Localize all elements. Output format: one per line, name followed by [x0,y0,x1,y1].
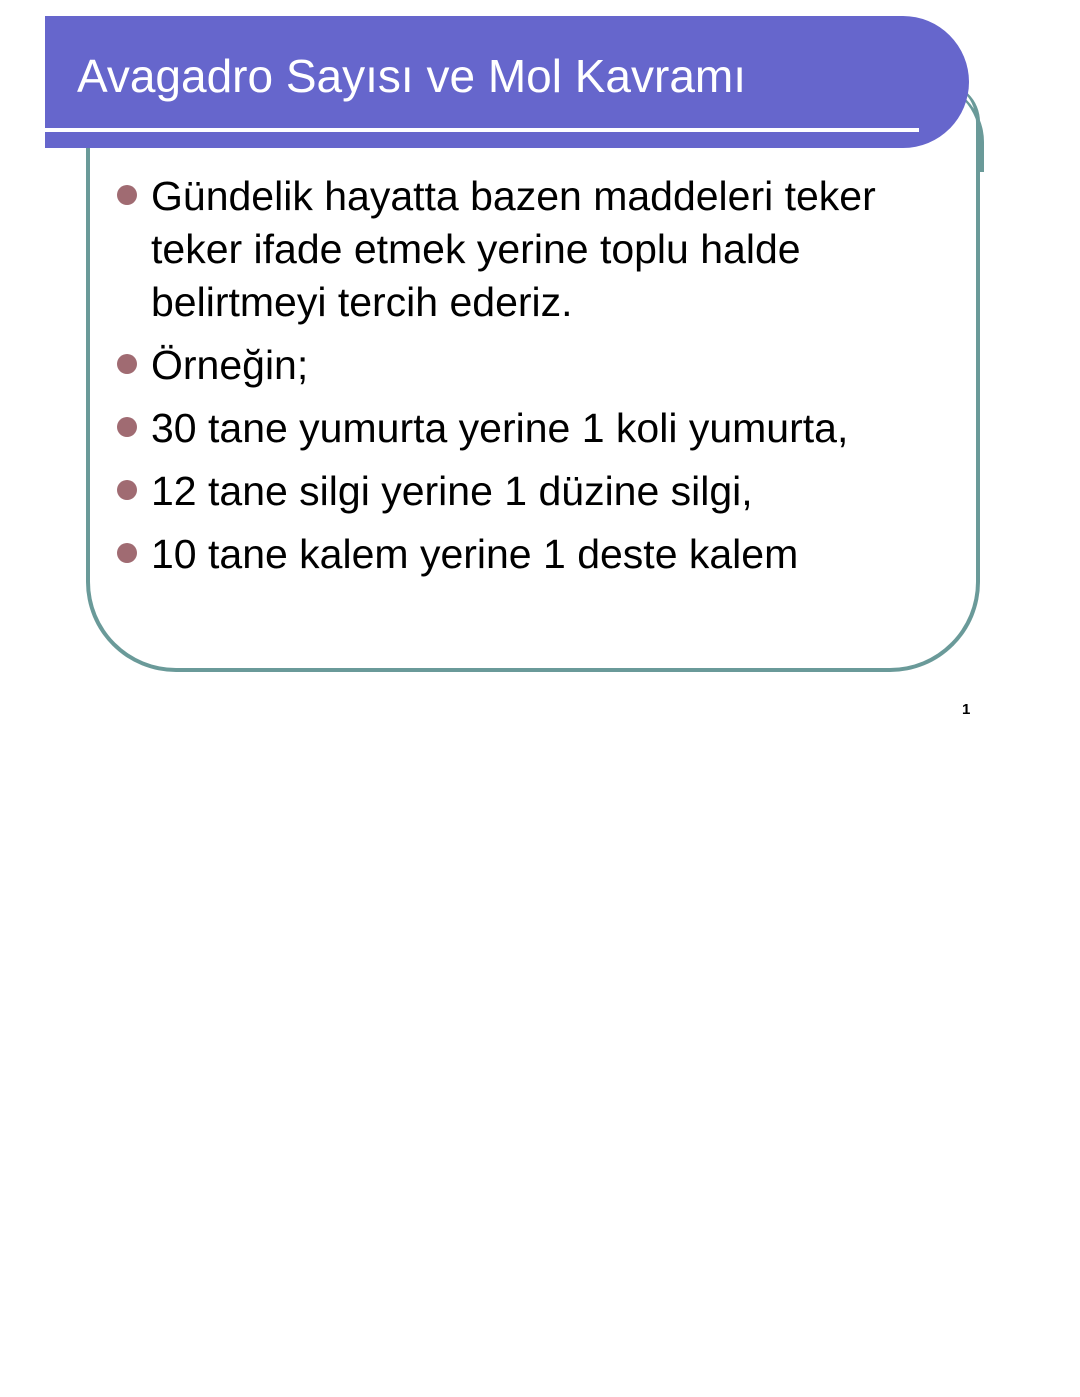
bullet-item [113,465,943,518]
page-number: 1 [962,701,971,718]
bullet-item [113,528,943,581]
bullet-dot-icon [117,543,137,563]
bullet-text: Gündelik hayatta bazen maddeleri teker teker ifade etmek yerine toplu halde belirtmeyi tercih ederiz. [151,173,876,325]
bullet-dot-icon [117,417,137,437]
bullet-text: Örneğin; [151,342,309,388]
bullet-text: 12 tane silgi yerine 1 düzine silgi, [151,468,753,514]
title-underline [45,128,919,132]
bullet-item [113,170,943,329]
bullet-dot-icon [117,480,137,500]
bullet-item [113,402,943,455]
bullet-dot-icon [117,185,137,205]
bullet-text: 30 tane yumurta yerine 1 koli yumurta, [151,405,849,451]
bullet-list [113,170,943,591]
slide-title: Avagadro Sayısı ve Mol Kavramı [77,50,746,102]
bullet-dot-icon [117,354,137,374]
bullet-item [113,339,943,392]
bullet-text: 10 tane kalem yerine 1 deste kalem [151,531,799,577]
